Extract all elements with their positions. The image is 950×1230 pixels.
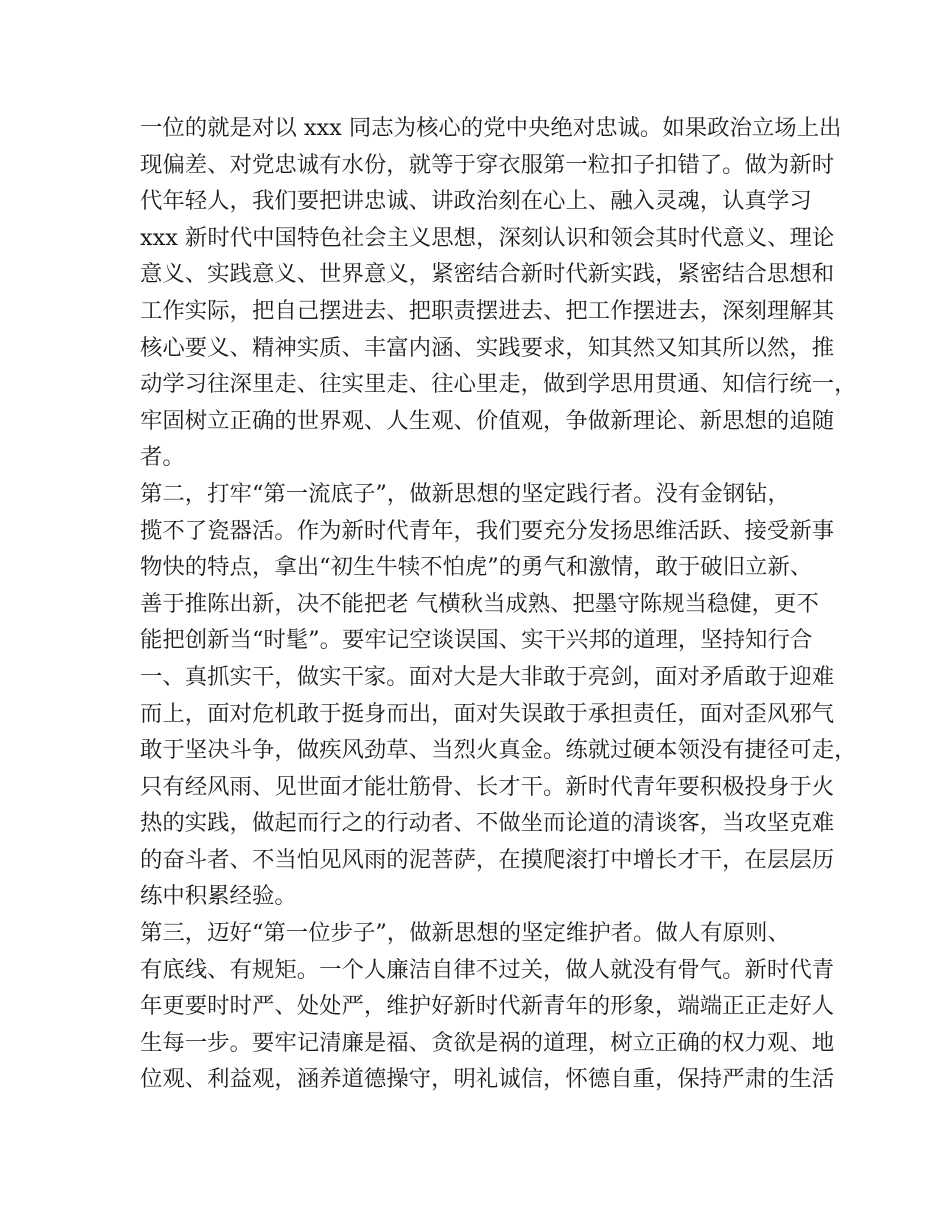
text-line: 第三，迈好“第一位步子”，做新思想的坚定维护者。做人有原则、 <box>140 920 790 947</box>
text-line: 生每一步。要牢记清廉是福、贪欲是祸的道理，树立正确的权力观、地 <box>140 1029 835 1056</box>
text-line: 善于推陈出新，决不能把老 气横秋当成熟、把墨守陈规当稳健，更不 <box>140 590 819 617</box>
text-line: 第二，打牢“第一流底子”，做新思想的坚定践行者。没有金钢钻， <box>140 480 790 507</box>
text-line: 一、真抓实干，做实干家。面对大是大非敢于亮剑，面对矛盾敢于迎难 <box>140 663 835 690</box>
text-line: 工作实际，把自己摆进去、把职责摆进去、把工作摆进去，深刻理解其 <box>140 297 835 324</box>
body-text <box>140 110 857 1098</box>
text-line: 核心要义、精神实质、丰富内涵、实践要求，知其然又知其所以然，推 <box>140 334 835 361</box>
text-line: 现偏差、对党忠诚有水份，就等于穿衣服第一粒扣子扣错了。做为新时 <box>140 151 835 178</box>
text-line: 位观、利益观，涵养道德操守，明礼诚信，怀德自重，保持严肃的生活 <box>140 1066 835 1093</box>
text-line: 年更要时时严、处处严，维护好新时代新青年的形象，端端正正走好人 <box>140 993 835 1020</box>
text-line: 揽不了瓷器活。作为新时代青年，我们要充分发扬思维活跃、接受新事 <box>140 517 835 544</box>
text-line: 只有经风雨、见世面才能壮筋骨、长才干。新时代青年要积极投身于火 <box>140 773 835 800</box>
text-line: 热的实践，做起而行之的行动者、不做坐而论道的清谈客，当攻坚克难 <box>140 810 835 837</box>
text-line: 物快的特点，拿出“初生牛犊不怕虎”的勇气和激情，敢于破旧立新、 <box>140 554 813 581</box>
text-line: 能把创新当“时髦”。要牢记空谈误国、实干兴邦的道理，坚持知行合 <box>140 627 813 654</box>
text-line: 而上，面对危机敢于挺身而出，面对失误敢于承担责任，面对歪风邪气 <box>140 700 835 727</box>
text-line: 练中积累经验。 <box>140 883 297 910</box>
text-line: 敢于坚决斗争，做疾风劲草、当烈火真金。练就过硬本领没有捷径可走， <box>140 737 857 764</box>
text-line: 有底线、有规矩。一个人廉洁自律不过关，做人就没有骨气。新时代青 <box>140 956 835 983</box>
text-line: 一位的就是对以 xxx 同志为核心的党中央绝对忠诚。如果政治立场上出 <box>140 115 842 141</box>
text-line: 者。 <box>140 444 185 471</box>
text-line: 的奋斗者、不当怕见风雨的泥菩萨，在摸爬滚打中增长才干，在层层历 <box>140 846 835 873</box>
text-line: xxx 新时代中国特色社会主义思想，深刻认识和领会其时代意义、理论 <box>140 224 835 251</box>
text-line: 动学习往深里走、往实里走、往心里走，做到学思用贯通、知信行统一， <box>140 371 857 398</box>
text-line: 代年轻人，我们要把讲忠诚、讲政治刻在心上、融入灵魂，认真学习 <box>140 188 812 215</box>
text-line: 牢固树立正确的世界观、人生观、价值观，争做新理论、新思想的追随 <box>140 407 835 434</box>
text-line: 意义、实践意义、世界意义，紧密结合新时代新实践，紧密结合思想和 <box>140 261 835 288</box>
